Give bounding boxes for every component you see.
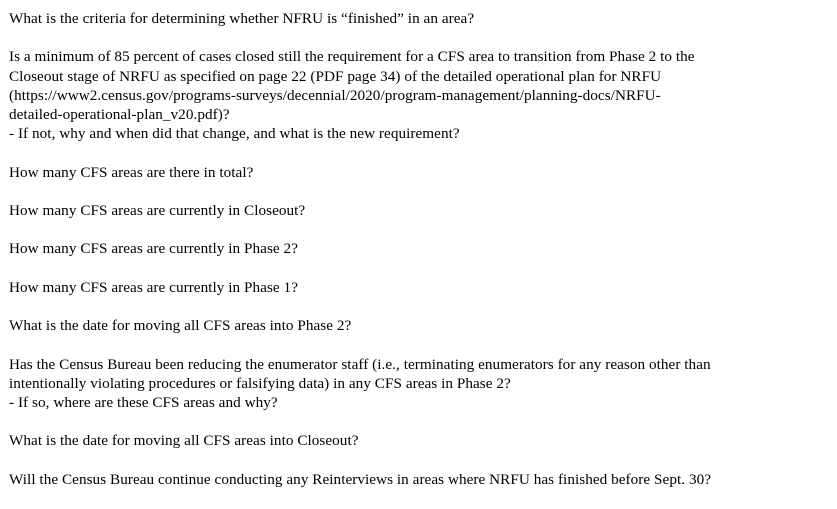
- question-line: What is the date for moving all CFS areas into Closeout?: [9, 432, 359, 450]
- question-paragraph: [9, 316, 834, 335]
- question-line: What is the criteria for determining whether NFRU is “finished” in an area?: [9, 10, 475, 27]
- question-paragraph: [9, 47, 834, 143]
- question-line: How many CFS areas are currently in Phase 1?: [9, 278, 298, 296]
- question-paragraph: [9, 9, 834, 28]
- question-line: - If not, why and when did that change, and what is the new requirement?: [9, 125, 460, 143]
- question-paragraph: [9, 470, 834, 489]
- question-paragraph: [9, 278, 834, 297]
- question-paragraph: [9, 201, 834, 220]
- question-paragraph: [9, 239, 834, 258]
- question-paragraph: [9, 431, 834, 450]
- question-line: - If so, where are these CFS areas and why?: [9, 393, 278, 411]
- question-line: (https://www2.census.gov/programs-surveys/decennial/2020/program-management/planning-docs/NRFU-: [9, 86, 661, 104]
- question-paragraph: [9, 163, 834, 182]
- question-line: Is a minimum of 85 percent of cases closed still the requirement for a CFS area to transition from Phase 2 to the: [9, 48, 695, 66]
- question-line: How many CFS areas are currently in Phase 2?: [9, 240, 298, 258]
- question-line: How many CFS areas are currently in Closeout?: [9, 201, 306, 219]
- question-line: detailed-operational-plan_v20.pdf)?: [9, 106, 230, 123]
- question-line: Has the Census Bureau been reducing the enumerator staff (i.e., terminating enumerators for any reason other than: [9, 355, 711, 373]
- question-line: What is the date for moving all CFS areas into Phase 2?: [9, 317, 352, 335]
- question-document: [9, 9, 834, 508]
- question-line: Will the Census Bureau continue conducting any Reinterviews in areas where NRFU has finished before Sept. 30?: [9, 470, 712, 488]
- question-line: How many CFS areas are there in total?: [9, 163, 254, 181]
- question-paragraph: [9, 355, 834, 413]
- question-line: intentionally violating procedures or falsifying data) in any CFS areas in Phase 2?: [9, 374, 511, 392]
- question-line: Closeout stage of NRFU as specified on page 22 (PDF page 34) of the detailed operational plan for NRFU: [9, 67, 662, 85]
